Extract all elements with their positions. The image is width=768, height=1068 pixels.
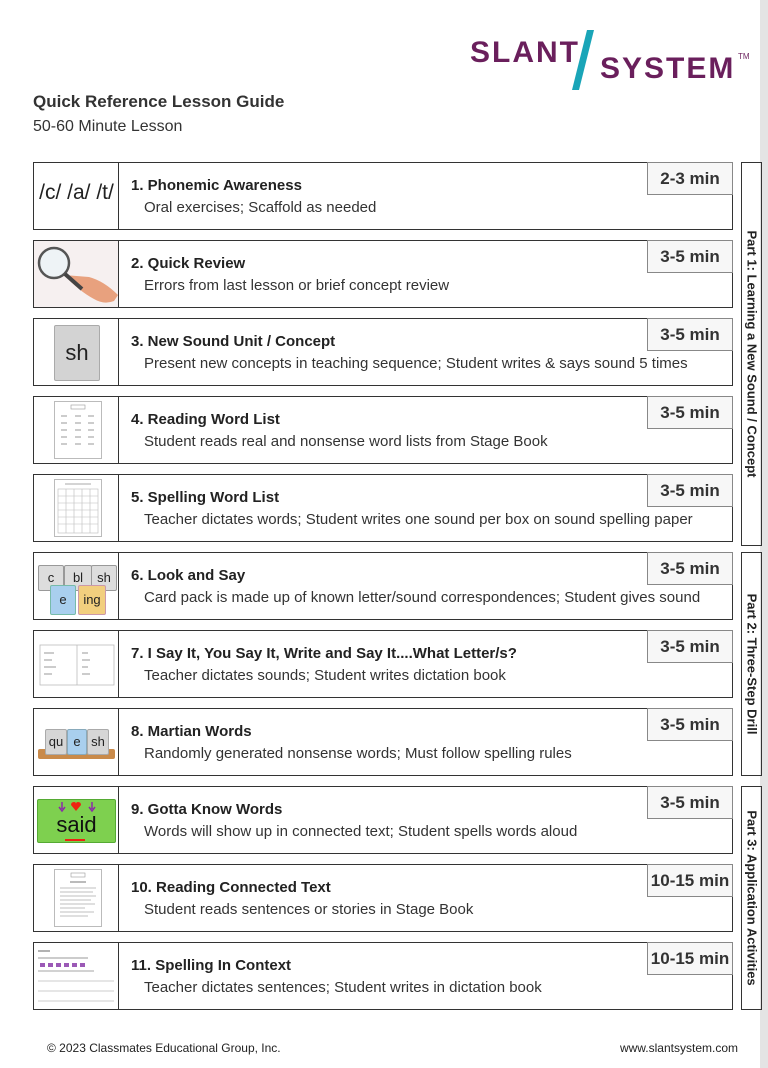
- slant-system-logo: [470, 30, 750, 86]
- thumbnail-sentence-lines: [34, 943, 119, 1009]
- time-badge: 3-5 min: [647, 474, 733, 507]
- word-list-icon: [54, 401, 102, 459]
- part-3-label: Part 3: Application Activities: [744, 810, 759, 986]
- thumbnail-word-list: [34, 397, 119, 463]
- lesson-row-6: [33, 552, 733, 620]
- lesson-row-4: [33, 396, 733, 464]
- magnifier-icon: [34, 241, 119, 307]
- thumbnail-dictation-book: [34, 631, 119, 697]
- row-description: Student reads sentences or stories in Stage Book: [144, 901, 474, 918]
- lesson-row-1: [33, 162, 733, 230]
- logo-trademark: TM: [738, 52, 750, 61]
- logo-slash-icon: [572, 30, 594, 90]
- thumbnail-phonemes: [34, 163, 119, 229]
- lesson-row-10: [33, 864, 733, 932]
- part-2-label: Part 2: Three-Step Drill: [744, 593, 759, 735]
- page-title: Quick Reference Lesson Guide: [33, 92, 285, 111]
- lesson-row-9: [33, 786, 733, 854]
- underline-mark: [65, 839, 85, 841]
- part-1-sidebar: [741, 162, 762, 546]
- row-description: Present new concepts in teaching sequence; Student writes & says sound 5 times: [144, 355, 688, 372]
- letter-card: bl: [64, 565, 92, 591]
- letter-card: sh: [87, 729, 109, 755]
- time-badge: 3-5 min: [647, 552, 733, 585]
- website-link[interactable]: www.slantsystem.com: [619, 1041, 738, 1055]
- spelling-grid-icon: [54, 479, 102, 537]
- row-title: 5. Spelling Word List: [131, 489, 280, 506]
- lesson-row-3: [33, 318, 733, 386]
- thumbnail-card-pack: [34, 553, 119, 619]
- letter-card: sh: [91, 565, 117, 591]
- logo-text-slant: SLANT: [470, 36, 580, 69]
- lesson-row-7: [33, 630, 733, 698]
- time-badge: 3-5 min: [647, 240, 733, 273]
- time-badge: 10-15 min: [647, 864, 733, 897]
- dictation-book-icon: [34, 631, 119, 697]
- part-3-sidebar: [741, 786, 762, 1010]
- thumbnail-review: [34, 241, 119, 307]
- row-title: 11. Spelling In Context: [131, 957, 292, 974]
- logo-text-system: SYSTEM: [600, 52, 736, 85]
- row-title: 4. Reading Word List: [131, 411, 280, 428]
- time-badge: 10-15 min: [647, 942, 733, 975]
- page-subtitle: 50-60 Minute Lesson: [33, 118, 183, 135]
- row-title: 9. Gotta Know Words: [131, 801, 283, 818]
- lesson-row-2: [33, 240, 733, 308]
- time-badge: 3-5 min: [647, 630, 733, 663]
- copyright-text: © 2023 Classmates Educational Group, Inc.: [47, 1041, 281, 1055]
- row-description: Card pack is made up of known letter/sound correspondences; Student gives sound: [144, 589, 701, 606]
- sentence-lines-icon: [34, 943, 119, 1009]
- part-1-label: Part 1: Learning a New Sound / Concept: [744, 230, 759, 478]
- time-badge: 3-5 min: [647, 708, 733, 741]
- row-title: 1. Phonemic Awareness: [131, 177, 302, 194]
- time-badge: 3-5 min: [647, 786, 733, 819]
- lesson-row-5: [33, 474, 733, 542]
- row-title: 7. I Say It, You Say It, Write and Say It....What Letter/s?: [131, 645, 517, 662]
- said-word: said: [56, 812, 97, 837]
- said-card: [37, 799, 116, 843]
- thumbnail-martian-words: [34, 709, 119, 775]
- row-description: Errors from last lesson or brief concept review: [144, 277, 450, 294]
- thumbnail-story-page: [34, 865, 119, 931]
- row-title: 2. Quick Review: [131, 255, 246, 272]
- time-badge: 2-3 min: [647, 162, 733, 195]
- letter-card: ing: [78, 585, 106, 615]
- row-title: 10. Reading Connected Text: [131, 879, 331, 896]
- row-description: Teacher dictates sounds; Student writes dictation book: [144, 667, 506, 684]
- thumbnail-sound-card: [34, 319, 119, 385]
- phoneme-text: /c/ /a/ /t/: [39, 181, 114, 204]
- lesson-row-8: [33, 708, 733, 776]
- row-title: 3. New Sound Unit / Concept: [131, 333, 336, 350]
- row-description: Student reads real and nonsense word lists from Stage Book: [144, 433, 548, 450]
- time-badge: 3-5 min: [647, 396, 733, 429]
- sound-card: sh: [54, 325, 100, 381]
- row-description: Teacher dictates sentences; Student writes in dictation book: [144, 979, 542, 996]
- lesson-row-11: [33, 942, 733, 1010]
- row-title: 6. Look and Say: [131, 567, 246, 584]
- story-page-icon: [54, 869, 102, 927]
- letter-card: qu: [45, 729, 67, 755]
- time-badge: 3-5 min: [647, 318, 733, 351]
- row-title: 8. Martian Words: [131, 723, 252, 740]
- row-description: Oral exercises; Scaffold as needed: [144, 199, 377, 216]
- letter-card: e: [67, 729, 87, 755]
- thumbnail-said-card: [34, 787, 119, 853]
- row-description: Teacher dictates words; Student writes one sound per box on sound spelling paper: [144, 511, 693, 528]
- row-description: Randomly generated nonsense words; Must follow spelling rules: [144, 745, 572, 762]
- letter-card: c: [38, 565, 64, 591]
- part-2-sidebar: [741, 552, 762, 776]
- letter-card: e: [50, 585, 76, 615]
- row-description: Words will show up in connected text; Student spells words aloud: [144, 823, 578, 840]
- thumbnail-spelling-grid: [34, 475, 119, 541]
